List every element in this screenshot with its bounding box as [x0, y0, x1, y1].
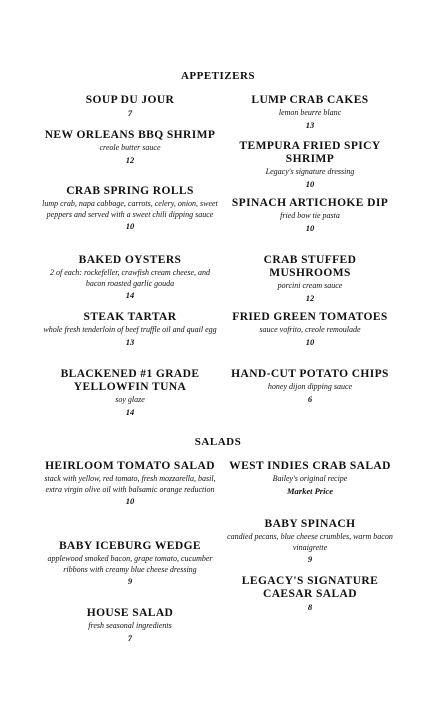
- menu-item-lump-crab-cakes: [222, 94, 398, 131]
- item-description: Bailey's original recipe: [272, 474, 348, 483]
- menu-item-baked-oysters: [42, 254, 218, 301]
- menu-item-house-salad: [42, 607, 218, 644]
- menu-item-west-indies-crab-salad: [222, 460, 398, 497]
- menu-item-iceburg-wedge: [42, 540, 218, 587]
- menu-item-steak-tartar: [42, 311, 218, 348]
- item-description: creole butter sauce: [99, 143, 161, 152]
- menu-item-tempura-shrimp: [222, 140, 398, 190]
- item-price: 9: [127, 576, 133, 586]
- item-price: 7: [127, 632, 133, 643]
- item-price: 13: [125, 336, 135, 347]
- item-price: 13: [305, 119, 315, 130]
- item-name: HOUSE SALAD: [86, 607, 174, 619]
- menu-item-bbq-shrimp: [42, 129, 218, 166]
- item-name: TEMPURA FRIED SPICY SHRIMP: [239, 140, 381, 165]
- item-description: sauce vofrito, creole remoulade: [259, 325, 361, 334]
- salads-heading: SALADS: [194, 436, 242, 448]
- item-description: lemon beurre blanc: [278, 108, 342, 117]
- item-name: HEIRLOOM TOMATO SALAD: [45, 460, 215, 472]
- item-name: BABY SPINACH: [264, 518, 356, 530]
- menu-item-potato-chips: [222, 368, 398, 405]
- item-price: Market Price: [286, 485, 334, 496]
- item-name: STEAK TARTAR: [83, 311, 177, 323]
- item-name: WEST INDIES CRAB SALAD: [229, 460, 391, 472]
- item-name: HAND-CUT POTATO CHIPS: [231, 368, 389, 380]
- menu-item-crab-stuffed-mushrooms: [222, 254, 398, 304]
- item-name: LEGACY'S SIGNATURE CAESAR SALAD: [241, 575, 379, 600]
- item-price: 10: [125, 496, 135, 506]
- item-description: fried bow tie pasta: [280, 211, 340, 220]
- menu-item-heirloom-tomato-salad: [42, 460, 218, 507]
- item-name: NEW ORLEANS BBQ SHRIMP: [44, 129, 216, 141]
- item-name: LUMP CRAB CAKES: [251, 94, 369, 106]
- item-name: FRIED GREEN TOMATOES: [232, 311, 388, 323]
- menu-item-fried-green-tomatoes: [222, 311, 398, 348]
- item-price: 10: [305, 178, 315, 189]
- item-price: 10: [125, 221, 135, 231]
- item-description: 2 of each: rockefeller, crawfish cream cheese, and bacon roasted garlic gouda: [49, 268, 211, 288]
- item-name: SPINACH ARTICHOKE DIP: [231, 197, 389, 209]
- item-name: BLACKENED #1 GRADE YELLOWFIN TUNA: [60, 368, 200, 393]
- item-description: Legacy's signature dressing: [265, 167, 355, 176]
- item-description: applewood smoked bacon, grape tomato, cucumber ribbons with creamy blue cheese dressing: [47, 554, 213, 574]
- item-price: 7: [127, 108, 133, 118]
- menu-item-yellowfin-tuna: [42, 368, 218, 418]
- item-price: 12: [125, 154, 135, 165]
- menu-item-spinach-artichoke-dip: [222, 197, 398, 234]
- item-name: CRAB SPRING ROLLS: [66, 185, 194, 197]
- item-price: 10: [305, 336, 315, 347]
- item-name: SOUP DU JOUR: [85, 94, 175, 106]
- item-price: 10: [305, 222, 315, 233]
- item-price: 6: [307, 393, 313, 404]
- menu-item-soup-du-jour: [42, 94, 218, 119]
- item-price: 14: [125, 406, 135, 417]
- menu-item-crab-spring-rolls: [42, 185, 218, 232]
- item-price: 14: [125, 290, 135, 300]
- appetizers-heading: APPETIZERS: [180, 70, 256, 82]
- item-name: BABY ICEBURG WEDGE: [58, 540, 202, 552]
- item-name: CRAB STUFFED MUSHROOMS: [263, 254, 357, 279]
- item-name: BAKED OYSTERS: [78, 254, 182, 266]
- item-description: stack with yellow, red tomato, fresh mozzarella, basil, extra virgin olive oil with balsamic orange reduction: [44, 474, 216, 494]
- item-description: soy glaze: [115, 395, 145, 404]
- menu-item-caesar-salad: [222, 575, 398, 613]
- item-description: whole fresh tenderloin of beef truffle oil and quail egg: [43, 325, 217, 334]
- menu-item-baby-spinach: [222, 518, 398, 565]
- item-description: porcini cream sauce: [277, 281, 343, 290]
- item-price: 8: [307, 602, 313, 612]
- item-price: 12: [305, 292, 315, 303]
- item-description: lump crab, napa cabbage, carrots, celery, onion, sweet peppers and served with a sweet chili dipping sauce: [42, 199, 218, 219]
- item-price: 9: [307, 554, 313, 564]
- item-description: fresh seasonal ingredients: [88, 621, 172, 630]
- item-description: honey dijon dipping sauce: [267, 382, 353, 391]
- item-description: candied pecans, blue cheese crumbles, warm bacon vinaigrette: [227, 532, 393, 552]
